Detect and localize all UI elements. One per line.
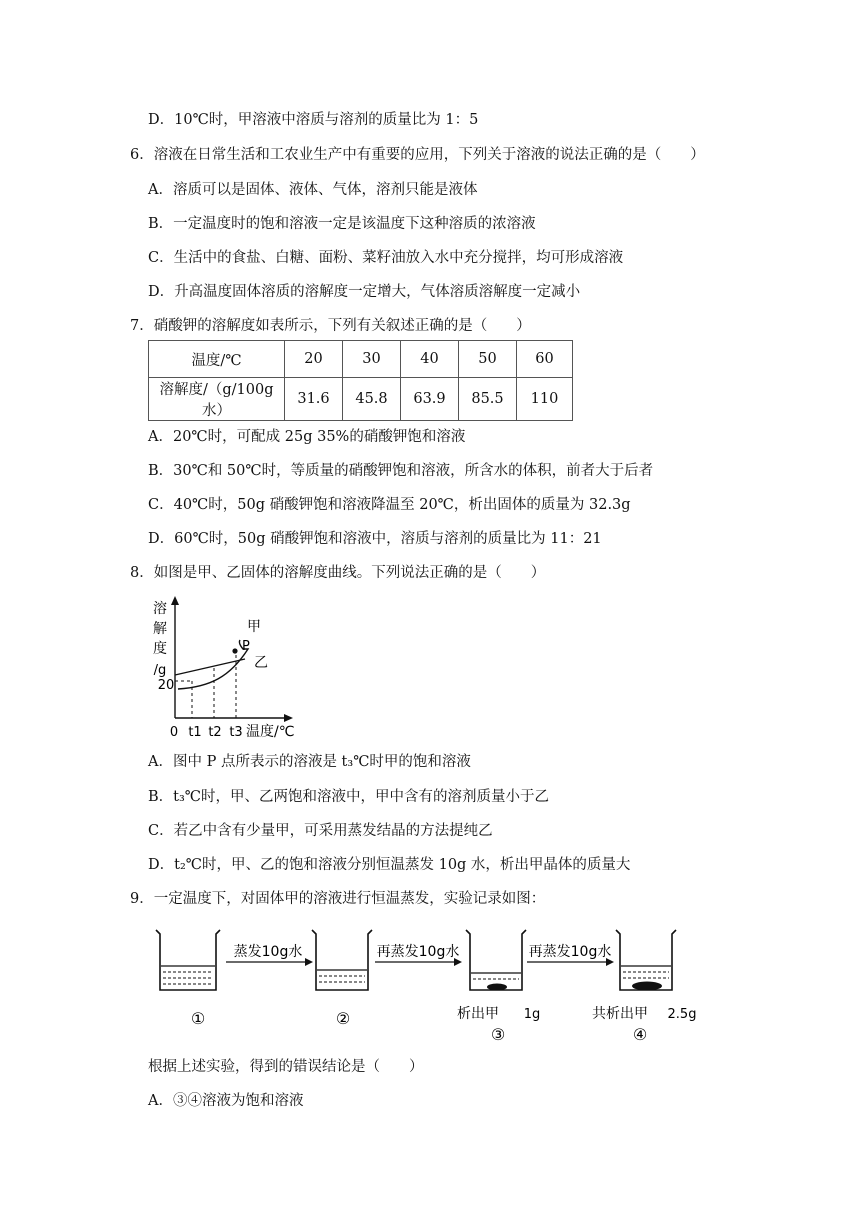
point-p-label: P bbox=[242, 639, 250, 654]
y-axis-arrow bbox=[171, 596, 179, 605]
precipitate-4-label: 共析出甲 bbox=[592, 1006, 648, 1022]
q8-stem: 8．如图是甲、乙固体的溶解度曲线。下列说法正确的是（ ） bbox=[130, 565, 546, 581]
table-cell: 60 bbox=[517, 341, 573, 378]
y-label-char: 度 bbox=[153, 641, 167, 657]
precipitate-4-mass: 2.5g bbox=[667, 1007, 697, 1022]
precipitate-3-label: 析出甲 bbox=[457, 1006, 499, 1022]
beaker-2 bbox=[312, 930, 372, 990]
q6-option-c: C．生活中的食盐、白糖、面粉、菜籽油放入水中充分搅拌，均可形成溶液 bbox=[148, 250, 624, 266]
beaker-4-label: ④ bbox=[632, 1025, 648, 1044]
y-label-char: 溶 bbox=[153, 601, 167, 617]
table-header-temperature: 温度/℃ bbox=[149, 341, 285, 378]
q8-option-a: A．图中 P 点所表示的溶液是 t₃℃时甲的饱和溶液 bbox=[148, 754, 471, 770]
q7-stem: 7．硝酸钾的溶解度如表所示，下列有关叙述正确的是（ ） bbox=[130, 318, 531, 334]
y-label-unit: /g bbox=[153, 663, 167, 678]
q9-stem: 9．一定温度下，对固体甲的溶液进行恒温蒸发，实验记录如图： bbox=[130, 891, 546, 907]
table-cell: 31.6 bbox=[285, 378, 343, 421]
y-label-char: 解 bbox=[153, 621, 167, 637]
table-cell: 30 bbox=[343, 341, 401, 378]
table-row bbox=[149, 341, 573, 378]
table-row bbox=[149, 378, 573, 421]
q7-option-a: A．20℃时，可配成 25g 35%的硝酸钾饱和溶液 bbox=[148, 429, 466, 445]
solubility-curve-graph bbox=[150, 593, 310, 741]
beaker-1-label: ① bbox=[190, 1009, 206, 1028]
q6-stem: 6．溶液在日常生活和工农业生产中有重要的应用，下列关于溶液的说法正确的是（ ） bbox=[130, 147, 705, 163]
q6-option-a: A．溶质可以是固体、液体、气体，溶剂只能是液体 bbox=[148, 182, 478, 198]
table-header-solubility: 溶解度/（g/100g 水） bbox=[149, 378, 285, 421]
table-cell: 20 bbox=[285, 341, 343, 378]
x-axis-arrow bbox=[284, 714, 293, 722]
beaker-3 bbox=[466, 930, 526, 991]
q6-option-d: D．升高温度固体溶质的溶解度一定增大，气体溶质溶解度一定减小 bbox=[148, 284, 581, 300]
q7-option-c: C．40℃时，50g 硝酸钾饱和溶液降温至 20℃，析出固体的质量为 32.3g bbox=[148, 497, 631, 513]
x-tick-label: 0 bbox=[169, 725, 179, 740]
table-cell: 40 bbox=[401, 341, 459, 378]
arrow-3-label: 再蒸发10g水 bbox=[528, 944, 612, 960]
arrow-1-head bbox=[305, 958, 313, 966]
x-tick-label: t2 bbox=[208, 725, 222, 740]
beaker-1 bbox=[156, 930, 220, 990]
q9-option-a: A．③④溶液为饱和溶液 bbox=[148, 1093, 304, 1109]
point-p bbox=[232, 648, 237, 653]
y-tick-label: 20 bbox=[157, 678, 175, 693]
q8-option-d: D．t₂℃时，甲、乙的饱和溶液分别恒温蒸发 10g 水，析出甲晶体的质量大 bbox=[148, 857, 631, 873]
table-cell: 50 bbox=[459, 341, 517, 378]
q7-option-b: B．30℃和 50℃时，等质量的硝酸钾饱和溶液，所含水的体积，前者大于后者 bbox=[148, 463, 654, 479]
q8-option-b: B．t₃℃时，甲、乙两饱和溶液中，甲中含有的溶剂质量小于乙 bbox=[148, 789, 550, 805]
evaporation-diagram bbox=[150, 918, 700, 1048]
curve-jia bbox=[178, 640, 248, 689]
table-cell: 85.5 bbox=[459, 378, 517, 421]
table-cell: 45.8 bbox=[343, 378, 401, 421]
q6-option-b: B．一定温度时的饱和溶液一定是该温度下这种溶质的浓溶液 bbox=[148, 216, 536, 232]
q7-option-d: D．60℃时，50g 硝酸钾饱和溶液中，溶质与溶剂的质量比为 11：21 bbox=[148, 531, 602, 547]
q5-option-d: D．10℃时，甲溶液中溶质与溶剂的质量比为 1：5 bbox=[148, 112, 479, 128]
x-axis-label: 温度/℃ bbox=[246, 724, 295, 740]
table-cell: 110 bbox=[517, 378, 573, 421]
precipitate-3-mass: 1g bbox=[523, 1007, 541, 1022]
table-cell: 63.9 bbox=[401, 378, 459, 421]
x-tick-label: t3 bbox=[229, 725, 243, 740]
arrow-1-label: 蒸发10g水 bbox=[233, 944, 303, 960]
x-tick-label: t1 bbox=[188, 725, 202, 740]
curve-yi-label: 乙 bbox=[254, 655, 268, 671]
curve-jia-label: 甲 bbox=[247, 619, 261, 635]
beaker-2-label: ② bbox=[335, 1009, 351, 1028]
q9-prompt: 根据上述实验，得到的错误结论是（ ） bbox=[148, 1059, 424, 1075]
arrow-2-label: 再蒸发10g水 bbox=[376, 944, 460, 960]
beaker-4 bbox=[616, 930, 676, 991]
q8-option-c: C．若乙中含有少量甲，可采用蒸发结晶的方法提纯乙 bbox=[148, 823, 493, 839]
beaker-3-label: ③ bbox=[490, 1025, 506, 1044]
solubility-table bbox=[148, 340, 573, 421]
